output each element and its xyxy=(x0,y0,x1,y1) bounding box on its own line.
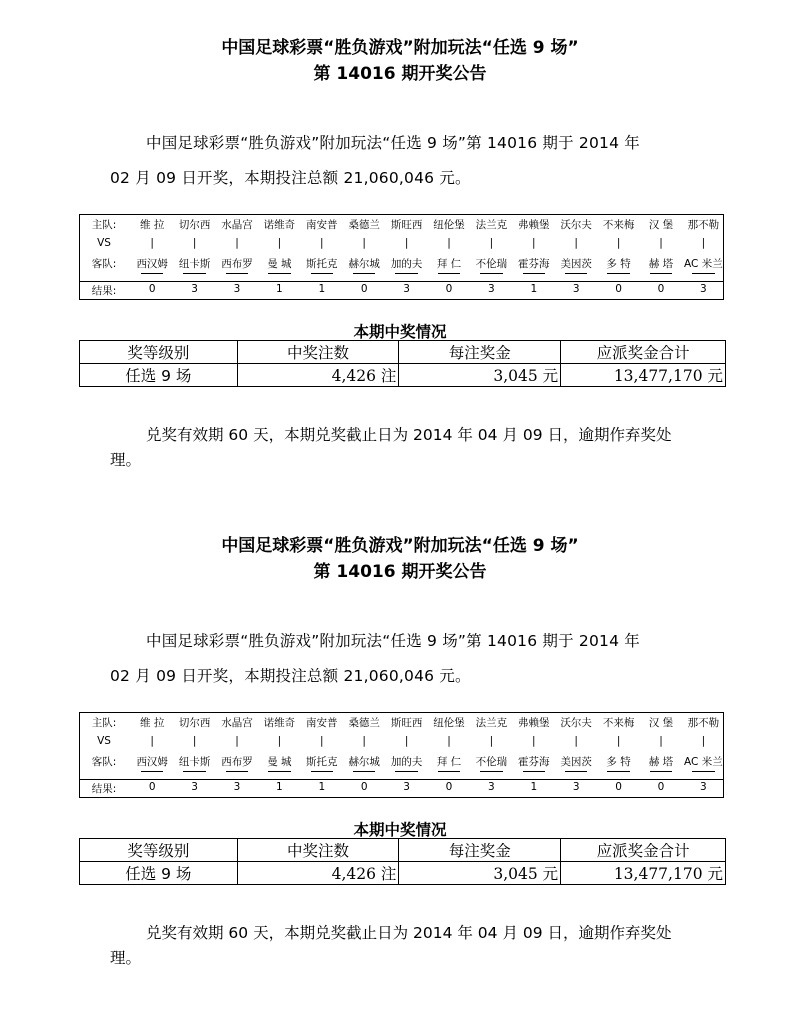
match-result: 3 xyxy=(403,781,410,793)
match-underline xyxy=(311,771,333,772)
away-team: 霍芬海 xyxy=(518,258,550,270)
home-team: 纽伦堡 xyxy=(433,717,465,729)
away-team: 曼 城 xyxy=(267,756,292,768)
away-team: 不伦瑞 xyxy=(475,756,508,768)
notice-tail: 理。 xyxy=(110,451,142,469)
prize-caption: 本期中奖情况 xyxy=(353,323,447,341)
prize-caption: 本期中奖情况 xyxy=(353,821,447,839)
label-away: 客队: xyxy=(91,756,117,768)
home-team: 弗赖堡 xyxy=(518,219,550,231)
match-underline xyxy=(565,771,587,772)
match-underline xyxy=(226,273,248,274)
match-underline xyxy=(268,273,290,274)
match-underline xyxy=(141,771,163,772)
title-line-2: 第 14016 期开奖公告 xyxy=(313,64,487,84)
prize-per-bet: 3,045 元 xyxy=(399,862,561,885)
vs-mark: | xyxy=(192,735,197,747)
home-team: 不来梅 xyxy=(602,717,635,729)
home-team: 斯旺西 xyxy=(390,717,423,729)
prize-count: 4,426 注 xyxy=(237,364,399,387)
match-result: 3 xyxy=(572,283,580,295)
result-row-divider xyxy=(80,281,723,282)
match-result: 3 xyxy=(700,781,707,793)
announcement-section-1 xyxy=(0,0,800,500)
vs-mark: | xyxy=(362,237,366,249)
match-underline xyxy=(565,273,587,274)
match-underline xyxy=(650,273,672,274)
away-team: 西汉姆 xyxy=(136,258,168,270)
prize-row xyxy=(80,364,726,387)
prize-header: 应派奖金合计 xyxy=(561,839,726,862)
away-team: 纽卡斯 xyxy=(178,756,211,768)
vs-mark: | xyxy=(404,735,409,747)
vs-mark: | xyxy=(235,237,239,249)
away-team: 赫 塔 xyxy=(648,756,674,768)
match-result: 0 xyxy=(445,283,453,295)
title-line-1: 中国足球彩票“胜负游戏”附加玩法“任选 9 场” xyxy=(221,38,579,58)
vs-mark: | xyxy=(447,735,451,747)
label-home: 主队: xyxy=(91,717,117,729)
match-underline xyxy=(650,771,672,772)
intro-paragraph xyxy=(110,624,730,694)
vs-mark: | xyxy=(404,237,409,249)
match-underline xyxy=(268,771,290,772)
label-result: 结果: xyxy=(91,783,117,795)
away-team: 西布罗 xyxy=(221,258,253,270)
vs-mark: | xyxy=(277,735,282,747)
intro-line-2: 02 月 09 日开奖，本期投注总额 21,060,046 元。 xyxy=(110,169,471,187)
prize-header: 中奖注数 xyxy=(237,341,399,364)
label-home: 主队: xyxy=(91,219,117,231)
label-vs: VS xyxy=(97,237,111,249)
home-team: 那不勒 xyxy=(687,219,720,231)
vs-mark: | xyxy=(362,735,366,747)
home-team: 南安普 xyxy=(306,717,338,729)
home-team: 维 拉 xyxy=(140,717,165,729)
vs-mark: | xyxy=(320,735,324,747)
home-team: 沃尔夫 xyxy=(560,717,592,729)
away-team: 西汉姆 xyxy=(136,756,168,768)
match-result: 3 xyxy=(572,781,580,793)
match-underline xyxy=(523,273,545,274)
home-team: 维 拉 xyxy=(140,219,165,231)
match-underline xyxy=(480,273,502,274)
match-underline xyxy=(141,273,163,274)
vs-mark: | xyxy=(320,237,324,249)
home-team: 水晶宫 xyxy=(221,219,253,231)
home-team: 斯旺西 xyxy=(390,219,423,231)
away-team: 赫 塔 xyxy=(648,258,674,270)
home-team: 汉 堡 xyxy=(648,717,674,729)
match-result: 1 xyxy=(276,283,283,295)
match-result: 1 xyxy=(318,283,326,295)
intro-paragraph xyxy=(110,126,730,196)
match-underline xyxy=(607,273,629,274)
match-underline xyxy=(183,273,205,274)
match-underline xyxy=(183,771,205,772)
away-team: AC 米兰 xyxy=(684,258,723,270)
away-team: 纽卡斯 xyxy=(178,258,211,270)
prize-header-row xyxy=(80,341,726,364)
vs-mark: | xyxy=(616,237,621,249)
intro-line-1: 中国足球彩票“胜负游戏”附加玩法“任选 9 场”第 14016 期于 2014 年 xyxy=(146,134,640,152)
home-team: 切尔西 xyxy=(178,219,211,231)
home-team: 沃尔夫 xyxy=(560,219,592,231)
away-team: 斯托克 xyxy=(306,756,338,768)
vs-mark: | xyxy=(192,237,197,249)
vs-mark: | xyxy=(574,735,578,747)
match-underline xyxy=(395,273,417,274)
vs-mark: | xyxy=(489,735,494,747)
match-result: 0 xyxy=(615,283,622,295)
vs-mark: | xyxy=(447,237,451,249)
away-team: AC 米兰 xyxy=(684,756,723,768)
home-team: 弗赖堡 xyxy=(518,717,550,729)
match-result: 0 xyxy=(360,781,368,793)
match-underline xyxy=(353,273,375,274)
home-team: 南安普 xyxy=(306,219,338,231)
prize-header: 每注奖金 xyxy=(399,341,561,364)
away-team: 加的夫 xyxy=(390,756,423,768)
away-team: 多 特 xyxy=(606,258,631,270)
match-result: 0 xyxy=(657,781,665,793)
vs-mark: | xyxy=(574,237,578,249)
home-team: 切尔西 xyxy=(178,717,211,729)
prize-header: 中奖注数 xyxy=(237,839,399,862)
prize-header-row xyxy=(80,839,726,862)
home-team: 法兰克 xyxy=(475,717,508,729)
home-team: 诺维奇 xyxy=(263,717,296,729)
match-underline xyxy=(480,771,502,772)
home-team: 不来梅 xyxy=(602,219,635,231)
home-team: 桑德兰 xyxy=(348,219,380,231)
match-underline xyxy=(395,771,417,772)
away-team: 霍芬海 xyxy=(518,756,550,768)
vs-mark: | xyxy=(532,237,536,249)
away-team: 美因茨 xyxy=(560,756,592,768)
vs-mark: | xyxy=(235,735,239,747)
notice-line: 兑奖有效期 60 天，本期兑奖截止日为 2014 年 04 月 09 日，逾期作弃奖处 xyxy=(146,924,672,942)
home-team: 水晶宫 xyxy=(221,717,253,729)
match-underline xyxy=(692,273,714,274)
vs-mark: | xyxy=(150,237,154,249)
intro-line-1: 中国足球彩票“胜负游戏”附加玩法“任选 9 场”第 14016 期于 2014 年 xyxy=(146,632,640,650)
match-result: 1 xyxy=(318,781,326,793)
prize-total: 13,477,170 元 xyxy=(561,364,726,387)
result-row-divider xyxy=(80,779,723,780)
match-result: 1 xyxy=(530,283,538,295)
match-table xyxy=(79,214,724,300)
vs-mark: | xyxy=(532,735,536,747)
away-team: 不伦瑞 xyxy=(475,258,508,270)
intro-line-2: 02 月 09 日开奖，本期投注总额 21,060,046 元。 xyxy=(110,667,471,685)
title-line-2: 第 14016 期开奖公告 xyxy=(313,562,487,582)
announcement-section-2 xyxy=(0,498,800,998)
prize-total: 13,477,170 元 xyxy=(561,862,726,885)
vs-mark: | xyxy=(659,237,663,249)
vs-mark: | xyxy=(701,735,706,747)
match-result: 0 xyxy=(615,781,622,793)
prize-row xyxy=(80,862,726,885)
home-team: 汉 堡 xyxy=(648,219,674,231)
away-team: 西布罗 xyxy=(221,756,253,768)
home-team: 纽伦堡 xyxy=(433,219,465,231)
vs-mark: | xyxy=(150,735,154,747)
match-underline xyxy=(692,771,714,772)
notice-line: 兑奖有效期 60 天，本期兑奖截止日为 2014 年 04 月 09 日，逾期作弃奖处 xyxy=(146,426,672,444)
title-line-1: 中国足球彩票“胜负游戏”附加玩法“任选 9 场” xyxy=(221,536,579,556)
match-result: 0 xyxy=(445,781,453,793)
match-underline xyxy=(438,273,460,274)
vs-mark: | xyxy=(277,237,282,249)
notice-paragraph xyxy=(110,921,735,971)
notice-paragraph xyxy=(110,423,735,473)
vs-mark: | xyxy=(489,237,494,249)
label-result: 结果: xyxy=(91,285,117,297)
match-underline xyxy=(353,771,375,772)
match-underline xyxy=(438,771,460,772)
match-underline xyxy=(226,771,248,772)
match-result: 3 xyxy=(700,283,707,295)
match-result: 3 xyxy=(191,283,198,295)
prize-table xyxy=(79,838,726,885)
away-team: 斯托克 xyxy=(306,258,338,270)
prize-header: 应派奖金合计 xyxy=(561,341,726,364)
away-team: 拜 仁 xyxy=(436,756,462,768)
home-team: 诺维奇 xyxy=(263,219,296,231)
match-underline xyxy=(311,273,333,274)
match-result: 0 xyxy=(148,283,156,295)
vs-mark: | xyxy=(659,735,663,747)
match-underline xyxy=(523,771,545,772)
match-result: 0 xyxy=(148,781,156,793)
match-table xyxy=(79,712,724,798)
match-result: 3 xyxy=(488,781,495,793)
home-team: 桑德兰 xyxy=(348,717,380,729)
away-team: 美因茨 xyxy=(560,258,592,270)
away-team: 加的夫 xyxy=(390,258,423,270)
match-result: 0 xyxy=(360,283,368,295)
match-result: 3 xyxy=(191,781,198,793)
prize-header: 奖等级别 xyxy=(80,839,238,862)
vs-mark: | xyxy=(701,237,706,249)
match-result: 3 xyxy=(488,283,495,295)
prize-table xyxy=(79,340,726,387)
away-team: 赫尔城 xyxy=(348,756,380,768)
prize-count: 4,426 注 xyxy=(237,862,399,885)
away-team: 拜 仁 xyxy=(436,258,462,270)
prize-header: 每注奖金 xyxy=(399,839,561,862)
label-vs: VS xyxy=(97,735,111,747)
vs-mark: | xyxy=(616,735,621,747)
match-result: 3 xyxy=(233,781,241,793)
prize-level: 任选 9 场 xyxy=(80,364,238,387)
away-team: 曼 城 xyxy=(267,258,292,270)
home-team: 法兰克 xyxy=(475,219,508,231)
match-result: 3 xyxy=(233,283,241,295)
notice-tail: 理。 xyxy=(110,949,142,967)
prize-per-bet: 3,045 元 xyxy=(399,364,561,387)
match-result: 1 xyxy=(530,781,538,793)
match-result: 1 xyxy=(276,781,283,793)
home-team: 那不勒 xyxy=(687,717,720,729)
match-underline xyxy=(607,771,629,772)
label-away: 客队: xyxy=(91,258,117,270)
match-result: 3 xyxy=(403,283,410,295)
match-result: 0 xyxy=(657,283,665,295)
away-team: 多 特 xyxy=(606,756,631,768)
prize-level: 任选 9 场 xyxy=(80,862,238,885)
prize-header: 奖等级别 xyxy=(80,341,238,364)
away-team: 赫尔城 xyxy=(348,258,380,270)
